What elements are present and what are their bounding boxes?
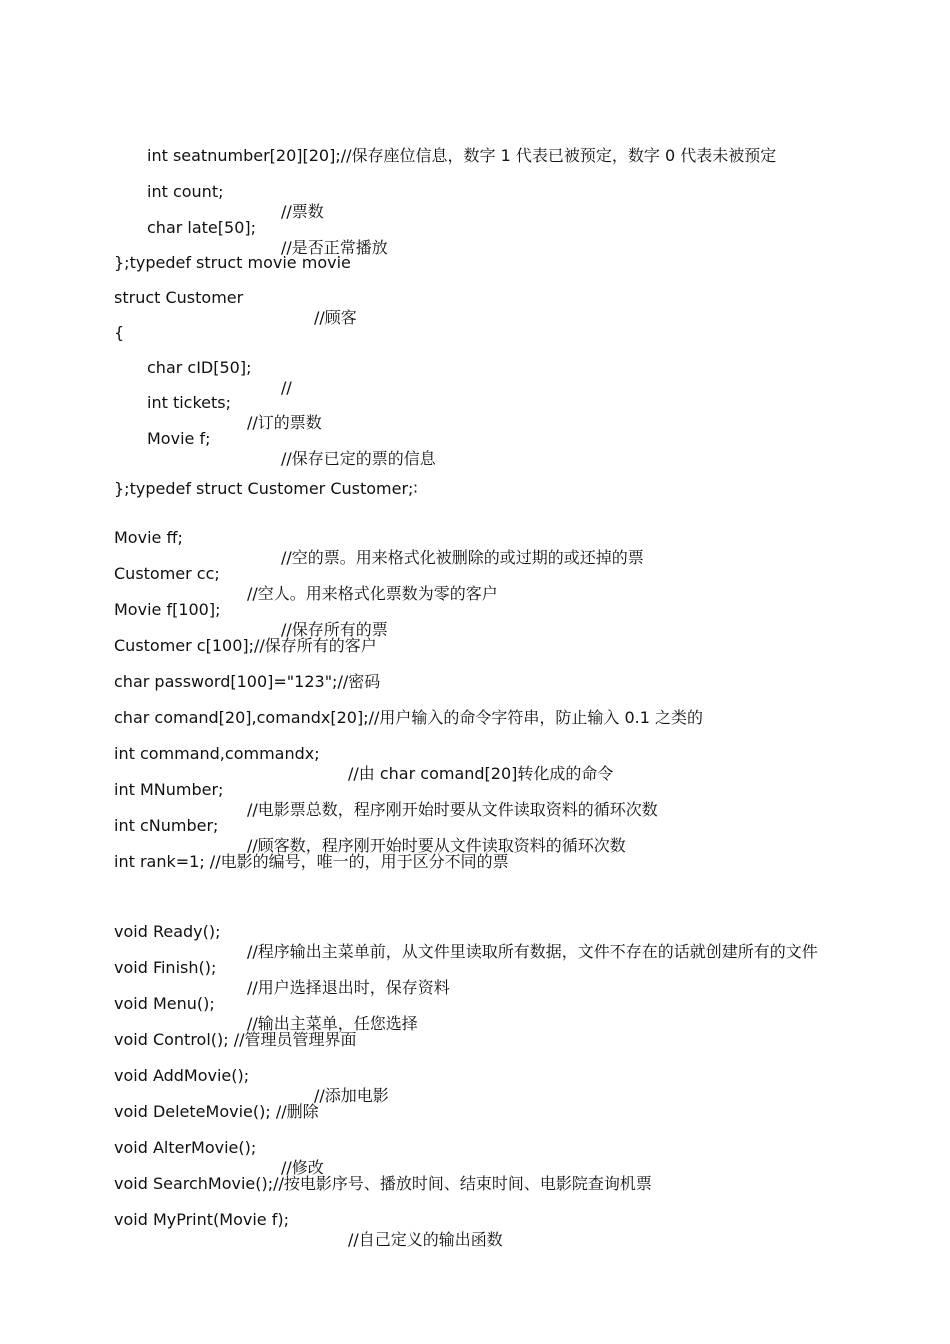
- line-code: Customer c[100];//保存所有的客户: [114, 636, 377, 655]
- text-line: [114, 652, 381, 691]
- line-code: Movie ff;: [114, 528, 183, 547]
- line-code: void SearchMovie();//按电影序号、播放时间、结束时间、电影院查询机票: [114, 1174, 652, 1193]
- line-comment: //保存所有的票: [281, 620, 388, 639]
- line-code: void Ready();: [114, 922, 221, 941]
- line-comment: //保存已定的票的信息: [281, 449, 436, 468]
- line-comment: //空人。用来格式化票数为零的客户: [247, 584, 498, 603]
- line-comment: //自己定义的输出函数: [348, 1230, 503, 1249]
- line-code: int MNumber;: [114, 780, 224, 799]
- line-comment: //用户选择退出时，保存资料: [247, 978, 450, 997]
- text-line: [114, 508, 644, 567]
- line-comment: //: [281, 378, 292, 397]
- line-comment: //程序输出主菜单前，从文件里读取所有数据，文件不存在的话就创建所有的文件: [247, 942, 818, 961]
- line-code: int cNumber;: [114, 816, 219, 835]
- text-line: [114, 1082, 319, 1121]
- text-line: [147, 373, 322, 432]
- line-code: void Finish();: [114, 958, 217, 977]
- text-line: [147, 126, 777, 165]
- text-line: [114, 724, 614, 783]
- line-code: char cID[50];: [147, 358, 252, 377]
- line-comment: //票数: [281, 202, 324, 221]
- line-code: Customer cc;: [114, 564, 220, 583]
- text-line: [114, 1046, 389, 1105]
- text-line: [114, 938, 450, 997]
- line-comment: //由 char comand[20]转化成的命令: [348, 764, 614, 783]
- line-code: {: [114, 323, 125, 342]
- line-code: struct Customer: [114, 288, 244, 307]
- text-line: [114, 303, 134, 342]
- line-comment: //是否正常播放: [281, 238, 388, 257]
- line-comment: //订的票数: [247, 413, 322, 432]
- text-line: [147, 338, 292, 397]
- line-code: char late[50];: [147, 218, 257, 237]
- text-line: [114, 1118, 324, 1177]
- text-line: [114, 1190, 503, 1249]
- text-line: [114, 268, 357, 327]
- line-code: void Menu();: [114, 994, 215, 1013]
- line-code: char comand[20],comandx[20];//用户输入的命令字符串，防止输入 0.1 之类的: [114, 708, 703, 727]
- text-line: [114, 459, 418, 498]
- line-code: void AddMovie();: [114, 1066, 250, 1085]
- line-comment: //添加电影: [314, 1086, 389, 1105]
- line-code: void MyPrint(Movie f);: [114, 1210, 289, 1229]
- line-code: Movie f[100];: [114, 600, 221, 619]
- line-comment: //电影票总数，程序刚开始时要从文件读取资料的循环次数: [247, 800, 658, 819]
- line-code: int count;: [147, 182, 224, 201]
- text-line: [147, 162, 324, 221]
- line-code: char password[100]="123";//密码: [114, 672, 381, 691]
- text-line: [114, 902, 818, 961]
- line-code: void AlterMovie();: [114, 1138, 257, 1157]
- line-code: Movie f;: [147, 429, 211, 448]
- line-code: void DeleteMovie(); //删除: [114, 1102, 319, 1121]
- line-code: };typedef struct Customer Customer;∶: [114, 479, 418, 498]
- line-code: int tickets;: [147, 393, 231, 412]
- line-comment: //修改: [281, 1158, 324, 1177]
- line-comment: //输出主菜单，任您选择: [247, 1014, 418, 1033]
- line-comment: //空的票。用来格式化被删除的或过期的或还掉的票: [281, 548, 644, 567]
- line-code: void Control(); //管理员管理界面: [114, 1030, 357, 1049]
- text-line: [114, 688, 703, 727]
- line-code: int rank=1; //电影的编号，唯一的，用于区分不同的票: [114, 852, 509, 871]
- line-comment: //顾客数，程序刚开始时要从文件读取资料的循环次数: [247, 836, 626, 855]
- line-code: int seatnumber[20][20];//保存座位信息，数字 1 代表已被预定，数字 0 代表未被预定: [147, 146, 777, 165]
- line-code: int command,commandx;: [114, 744, 320, 763]
- line-comment: //顾客: [314, 308, 357, 327]
- line-code: };typedef struct movie movie: [114, 253, 351, 272]
